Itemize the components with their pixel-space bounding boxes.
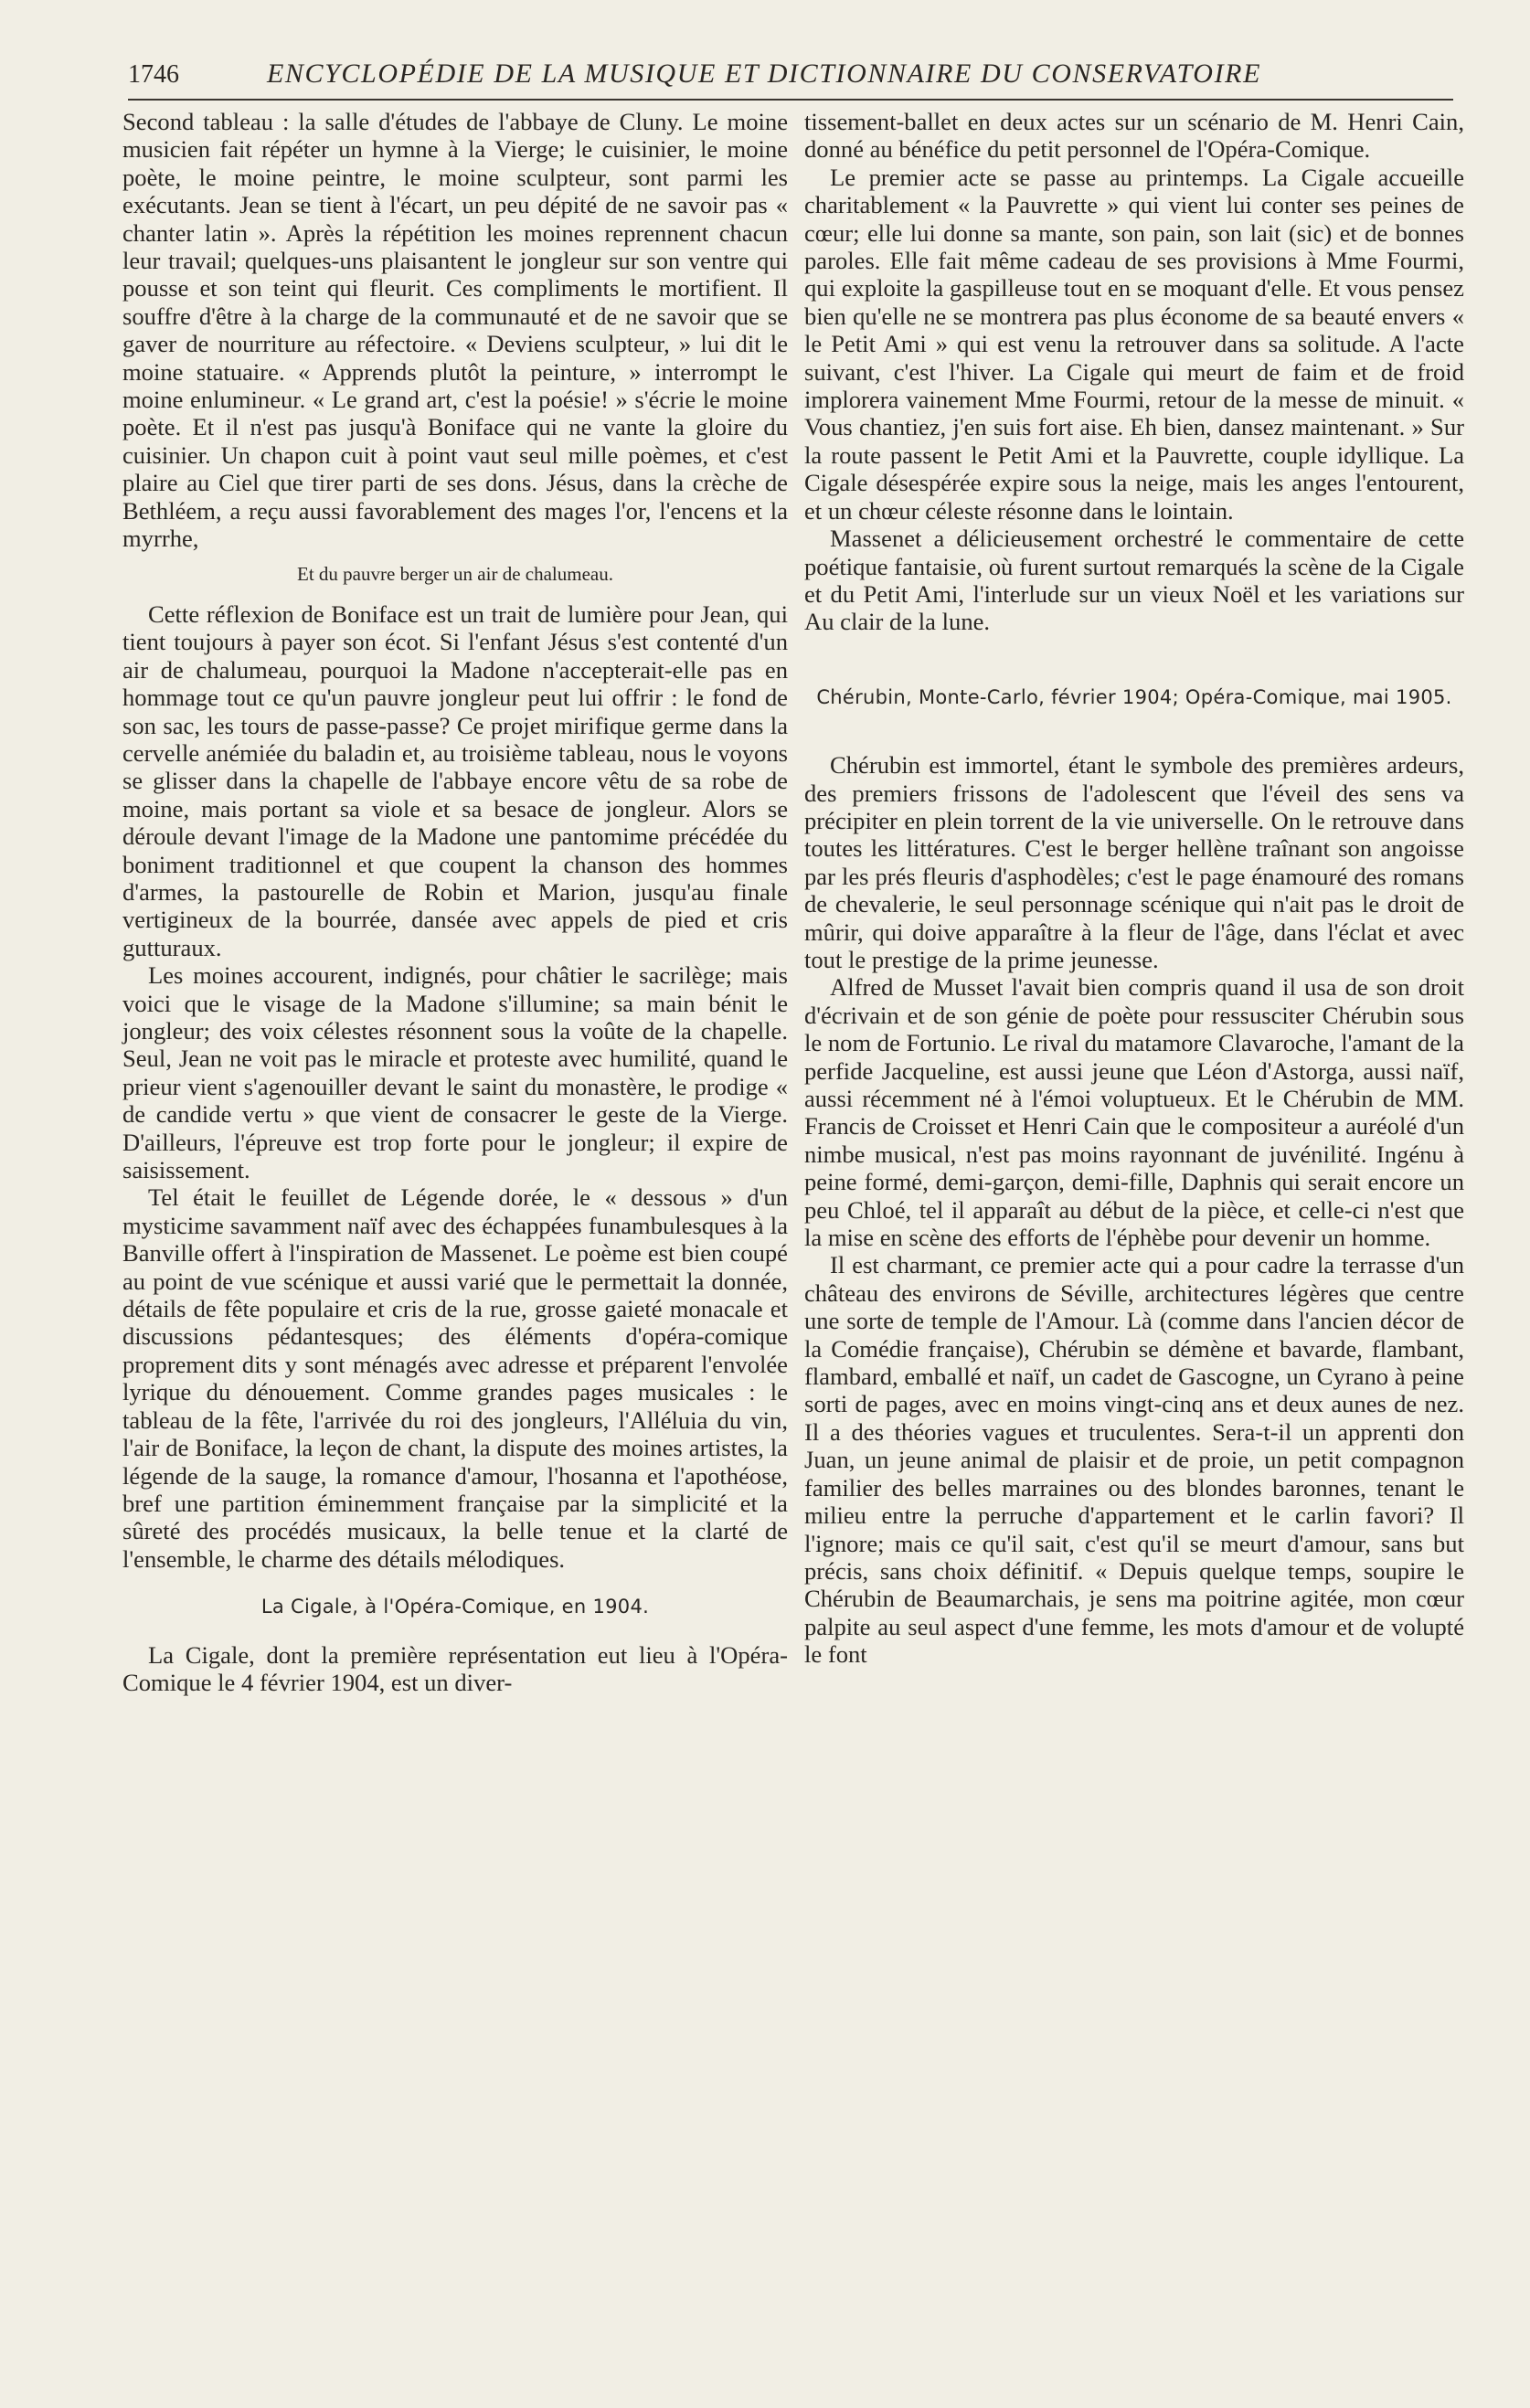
paragraph: Second tableau : la salle d'études de l'abbaye de Cluny. Le moine musicien fait répéter un hymne à la Vierge; le cuisinier, le moine poète, le moine peintre, le moine sculpteur, sont parmi les exécutants. Jean se tient à l'écart, un peu dépité de ne savoir pas « chanter latin ». Après la répétition les moines reprennent chacun leur travail; quelques-uns plaisantent le jongleur sur son ventre qui pousse et son teint qui fleurit. Ces compliments le mortifient. Il souffre d'être à la charge de la communauté et de ne savoir que se gaver de nourriture au réfectoire. « Deviens sculpteur, » lui dit le moine statuaire. « Apprends plutôt la peinture, » interrompt le moine enlumineur. « Le grand art, c'est la poésie! » s'écrie le moine poète. Et il n'est pas jusqu'à Boniface qui ne vante la gloire du cuisinier. Un chapon cuit à point vaut seul mille poèmes, et c'est plaire au Ciel que tirer parti de ses dons. Jésus, dans la crèche de Bethléem, a reçu aussi favorablement des mages l'or, l'encens et la myrrhe,: [122, 108, 788, 553]
paragraph: Le premier acte se passe au printemps. La Cigale accueille charitablement « la Pauvrette » qui vient lui conter ses peines de cœur; elle lui donne sa mante, son pain, son lait (sic) et de bonnes paroles. Elle fait même cadeau de ses provisions à Mme Fourmi, qui exploite la gaspilleuse tout en se moquant d'elle. Et vous pensez bien qu'elle ne se montrera pas plus économe de sa beauté envers « le Petit Ami » qui est venu la retrouver dans sa solitude. A l'acte suivant, c'est l'hiver. La Cigale qui meurt de faim et de froid implorera vainement Mme Fourmi, retour de la messe de minuit. « Vous chantiez, j'en suis fort aise. Eh bien, dansez maintenant. » Sur la route passent le Petit Ami et la Pauvrette, couple idyllique. La Cigale désespérée expire sous la neige, mais les anges l'entourent, et un chœur céleste résonne dans le lointain.: [804, 163, 1464, 525]
verse-quote: Et du pauvre berger un air de chalumeau.: [297, 562, 613, 585]
section-heading-cherubin: Chérubin, Monte-Carlo, février 1904; Opéra-Comique, mai 1905.: [816, 685, 1452, 708]
page-number: 1746: [128, 60, 179, 89]
paragraph: Tel était le feuillet de Légende dorée, le « dessous » d'un mysticime savamment naïf avec des échappées funambulesques à la Banville offert à l'inspiration de Massenet. Le poème est bien coupé au point de vue scénique et aussi varié que le permettait la donnée, détails de fête populaire et cris de la rue, grosse gaieté monacale et discussions pédantesques; des éléments d'opéra-comique proprement dits y sont ménagés avec adresse et préparent l'envolée lyrique du dénouement. Comme grandes pages musicales : le tableau de la fête, l'arrivée du roi des jongleurs, l'Alléluia du vin, l'air de Boniface, la leçon de chant, la dispute des moines artistes, la légende de la sauge, la romance d'amour, l'hosanna et l'apothéose, bref une partition éminemment française par la simplicité et la sûreté des procédés musicaux, la belle tenue et la clarté de l'ensemble, le charme des détails mélodiques.: [122, 1183, 788, 1573]
right-column: [804, 108, 1464, 1669]
paragraph: Chérubin est immortel, étant le symbole des premières ardeurs, des premiers frissons de l'adolescent que l'éveil des sens va précipiter en plein torrent de la vie universelle. On le retrouve dans toutes les littératures. C'est le berger hellène traînant son angoisse par les prés fleuris d'asphodèles; c'est le page énamouré des romans de chevalerie, le seul personnage scénique qui n'ait pas le droit de mûrir, qui doive apparaître à la fleur de l'âge, dans l'éclat et avec tout le prestige de la prime jeunesse.: [804, 751, 1464, 973]
section-heading-cigale: La Cigale, à l'Opéra-Comique, en 1904.: [260, 1596, 650, 1618]
paragraph: Massenet a délicieusement orchestré le commentaire de cette poétique fantaisie, où furent surtout remarqués la scène de la Cigale et du Petit Ami, l'interlude sur un vieux Noël et les variations sur Au clair de la lune.: [804, 525, 1464, 636]
paragraph: Les moines accourent, indignés, pour châtier le sacrilège; mais voici que le visage de la Madone s'illumine; sa main bénit le jongleur; des voix célestes résonnent sous la voûte de la chapelle. Seul, Jean ne voit pas le miracle et proteste avec humilité, quand le prieur vient s'agenouiller devant le saint du monastère, le prodige « de candide vertu » que vient de consacrer le geste de la Vierge. D'ailleurs, l'épreuve est trop forte pour le jongleur; il expire de saisissement.: [122, 961, 788, 1184]
paragraph: Il est charmant, ce premier acte qui a pour cadre la terrasse d'un château des environs de Séville, architectures légères que centre une sorte de temple de l'Amour. Là (comme dans l'ancien décor de la Comédie française), Chérubin se démène et bavarde, flambant, flambard, emballé et naïf, un cadet de Gascogne, un Cyrano à peine sorti de pages, avec en moins vingt-cinq ans et deux aunes de nez. Il a des théories vagues et truculentes. Sera-t-il un apprenti don Juan, un jeune animal de plaisir et de proie, un petit compagnon familier des belles marraines ou des blondes baronnes, tenant le milieu entre la perruche d'appartement et le carlin favori? Il l'ignore; mais ce qu'il sait, c'est qu'il se meurt d'amour, sans but précis, sans choix définitif. « Depuis quelque temps, soupire le Chérubin de Beaumarchais, je sens ma poitrine agitée, mon cœur palpite au seul aspect d'une femme, les mots d'amour et de volupté le font: [804, 1251, 1464, 1669]
running-title: ENCYCLOPÉDIE DE LA MUSIQUE ET DICTIONNAIRE DU CONSERVATOIRE: [267, 58, 1262, 89]
page-header: [128, 58, 1453, 101]
paragraph: La Cigale, dont la première représentation eut lieu à l'Opéra-Comique le 4 février 1904, est un diver-: [122, 1640, 788, 1696]
paragraph: Cette réflexion de Boniface est un trait de lumière pour Jean, qui tient toujours à payer son écot. Si l'enfant Jésus s'est contenté d'un air de chalumeau, pourquoi la Madone n'accepterait-elle pas en hommage tout ce qu'un pauvre jongleur peut lui offrir : le fond de son sac, les tours de passe-passe? Ce projet mirifique germe dans la cervelle anémiée du baladin et, au troisième tableau, nous le voyons se glisser dans la chapelle de l'abbaye encore vêtu de sa robe de moine, mais portant sa viole et sa besace de jongleur. Alors se déroule devant l'image de la Madone une pantomime précédée du boniment traditionnel et que coupent la chanson des hommes d'armes, la pastourelle de Robin et Marion, jusqu'au finale vertigineux de la bourrée, dansée avec appels de pied et cris gutturaux.: [122, 599, 788, 961]
left-column: [122, 108, 788, 1696]
paragraph: Alfred de Musset l'avait bien compris quand il usa de son droit d'écrivain et de son génie de poète pour ressusciter Chérubin sous le nom de Fortunio. Le rival du matamore Clavaroche, l'amant de la perfide Jacqueline, est aussi jeune que Léon d'Astorga, aussi naïf, aussi récemment né à l'émoi voluptueux. Et le Chérubin de MM. Francis de Croisset et Henri Cain que le compositeur a auréolé d'un nimbe musical, n'est pas moins rayonnant de juvénilité. Ingénu à peine formé, demi-garçon, demi-fille, Daphnis qui serait encore un peu Chloé, tel il apparaît au début de la pièce, et celle-ci n'est que la mise en scène des efforts de l'éphèbe pour devenir un homme.: [804, 973, 1464, 1252]
paragraph: tissement-ballet en deux actes sur un scénario de M. Henri Cain, donné au bénéfice du petit personnel de l'Opéra-Comique.: [804, 108, 1464, 164]
